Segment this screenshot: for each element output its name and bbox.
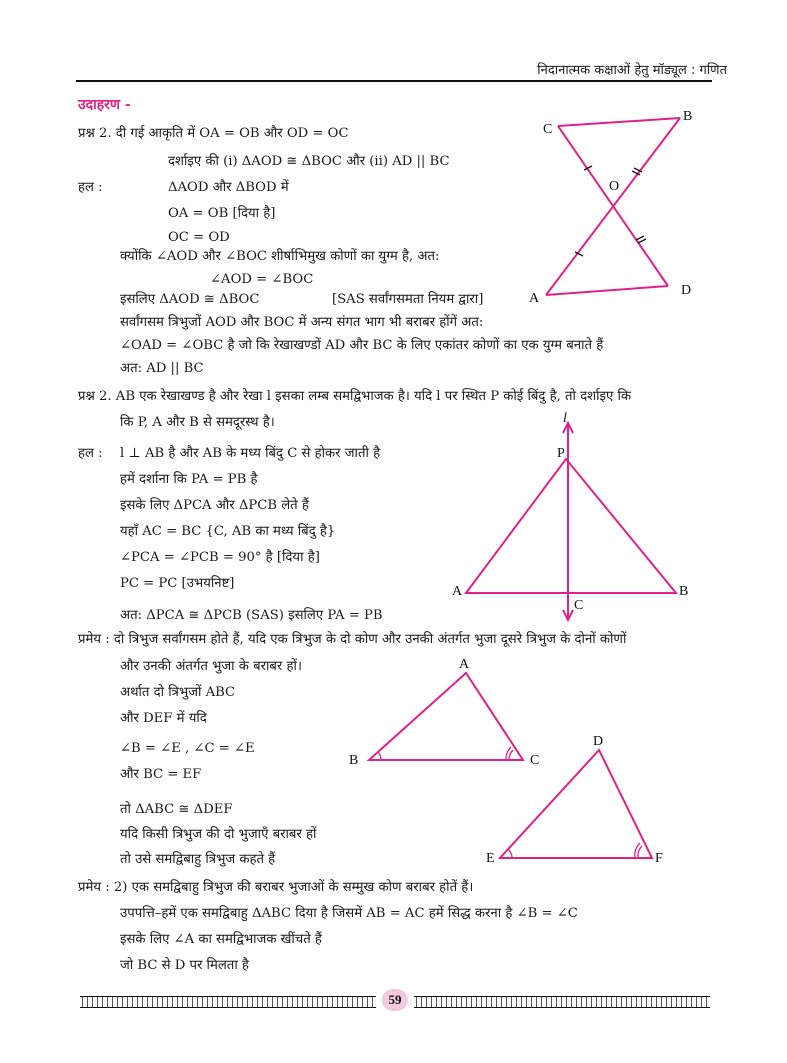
label-l: l (563, 411, 567, 426)
theorem2-line: इसके लिए ∠A का समद्विभाजक खींचते हैं (120, 932, 322, 947)
theorem1-line: प्रमेय : दो त्रिभुज सर्वांगसम होते हैं, यदि एक त्रिभुज के दो कोण और उनकी अंतर्गत भुजा दूसरे त्रिभुज के दोनों कोणों (78, 632, 627, 647)
example2-conclusion: अत: ΔPCA ≅ ΔPCB (SAS) इसलिए PA = PB (120, 608, 383, 623)
theorem2-line: उपपत्ति–हमें एक समद्विबाहु ΔABC दिया है जिसमें AB = AC हमें सिद्ध करना है ∠B = ∠C (120, 906, 578, 921)
example1-step: OA = OB [दिया है] (168, 206, 276, 221)
segment-ba (546, 118, 680, 295)
example1-step: ∠AOD = ∠BOC (210, 272, 314, 287)
theorem2-line: प्रमेय : 2) एक समद्विबाहु त्रिभुज की बराबर भुजाओं के सम्मुख कोण बराबर होतें हैं। (78, 880, 474, 895)
example2-question-line2: कि P, A और B से समदूरस्थ है। (120, 415, 275, 430)
label-e: E (486, 851, 495, 866)
segment-ad (546, 286, 668, 295)
theorem2-line: जो BC से D पर मिलता है (120, 958, 249, 973)
example2-step: इसके लिए ΔPCA और ΔPCB लेते हैं (120, 498, 309, 513)
theorem1-line: अर्थात दो त्रिभुजों ABC (120, 685, 236, 700)
label-a: A (529, 291, 540, 306)
theorem1-line: और उनकी अंतर्गत भुजा के बराबर हों। (120, 659, 302, 674)
example1-to-show: दर्शाइए की (i) ΔAOD ≅ ΔBOC और (ii) AD || BC (168, 154, 450, 169)
footer-ornament-left (80, 996, 376, 1008)
theorem1-line: ∠B = ∠E , ∠C = ∠E (120, 741, 255, 756)
label-b: B (679, 584, 689, 599)
figure2 (466, 423, 676, 620)
label-d: D (593, 734, 604, 749)
example1-step: क्योंकि ∠AOD और ∠BOC शीर्षाभिमुख कोणों का युग्म है, अत: (120, 249, 440, 264)
label-a: A (452, 584, 463, 599)
page-number: 59 (382, 989, 408, 1011)
theorem1-line: यदि किसी त्रिभुज की दो भुजाएँ बराबर हों (120, 827, 317, 842)
label-c: C (530, 753, 540, 768)
figure3 (369, 673, 652, 858)
label-a: A (459, 657, 470, 672)
example1-conclusion: अत: AD || BC (120, 361, 204, 376)
footer-ornament-right (414, 996, 710, 1008)
label-b: B (683, 109, 693, 124)
running-header: निदानात्मक कक्षाओं हेतु मॉड्यूल : गणित (537, 63, 727, 78)
example2-step: l ⊥ AB है और AB के मध्य बिंदु C से होकर जाती है (120, 446, 381, 461)
example2-step: ∠PCA = ∠PCB = 90° है [दिया है] (120, 550, 320, 565)
example1-step: ∠OAD = ∠OBC है जो कि रेखाखण्डों AD और BC के लिए एकांतर कोणों का एक युग्म बनाते हैं (120, 338, 604, 353)
triangle-pab (466, 459, 676, 593)
theorem1-line: तो ΔABC ≅ ΔDEF (120, 802, 233, 817)
example2-question-line1: प्रश्न 2. AB एक रेखाखण्ड है और रेखा l इसका लम्ब समद्विभाजक है। यदि l पर स्थित P कोई बिंदु है, तो दर्शाइए कि (78, 389, 632, 404)
label-c: C (543, 122, 553, 137)
theorem1-line: तो उसे समद्विबाहु त्रिभुज कहते हैं (120, 852, 276, 867)
theorem1-line: और DEF में यदि (120, 711, 207, 726)
page-footer (80, 993, 710, 1009)
label-p: P (557, 446, 565, 461)
example2-step: यहाँ AC = BC {C, AB का मध्य बिंदु है} (120, 524, 336, 539)
example1-step: सर्वांगसम त्रिभुजों AOD और BOC में अन्य संगत भाग भी बराबर होंगें अत: (120, 315, 484, 330)
example1-question: प्रश्न 2. दी गई आकृति में OA = OB और OD = OC (78, 126, 349, 141)
example1-solution-label: हल : (78, 180, 103, 195)
label-b: B (349, 753, 359, 768)
example1-step: इसलिए ΔAOD ≅ ΔBOC (120, 292, 260, 307)
label-c: C (574, 598, 584, 613)
example1-step-reason: [SAS सर्वांगसमता नियम द्वारा] (332, 292, 484, 307)
example1-step: ΔAOD और ΔBOD में (168, 180, 289, 195)
segment-cb (558, 118, 680, 126)
example2-step: हमें दर्शाना कि PA = PB है (120, 472, 258, 487)
example2-step: PC = PC [उभयनिष्ट] (120, 576, 235, 591)
angle-arc-c (509, 750, 513, 760)
triangle-abc (369, 673, 523, 760)
example1-step: OC = OD (168, 230, 230, 245)
label-o: O (609, 179, 620, 194)
label-f: F (655, 851, 663, 866)
figure3-angle-marks (378, 747, 642, 858)
angle-arc-f (638, 846, 642, 858)
triangle-def (500, 750, 652, 858)
label-d: D (681, 283, 692, 298)
figure1 (546, 118, 680, 295)
section-heading: उदाहरण - (78, 97, 131, 113)
example2-solution-label: हल : (78, 446, 103, 461)
theorem1-line: और BC = EF (120, 767, 202, 782)
angle-arc-e (508, 849, 512, 858)
angle-arc-b (378, 752, 381, 760)
